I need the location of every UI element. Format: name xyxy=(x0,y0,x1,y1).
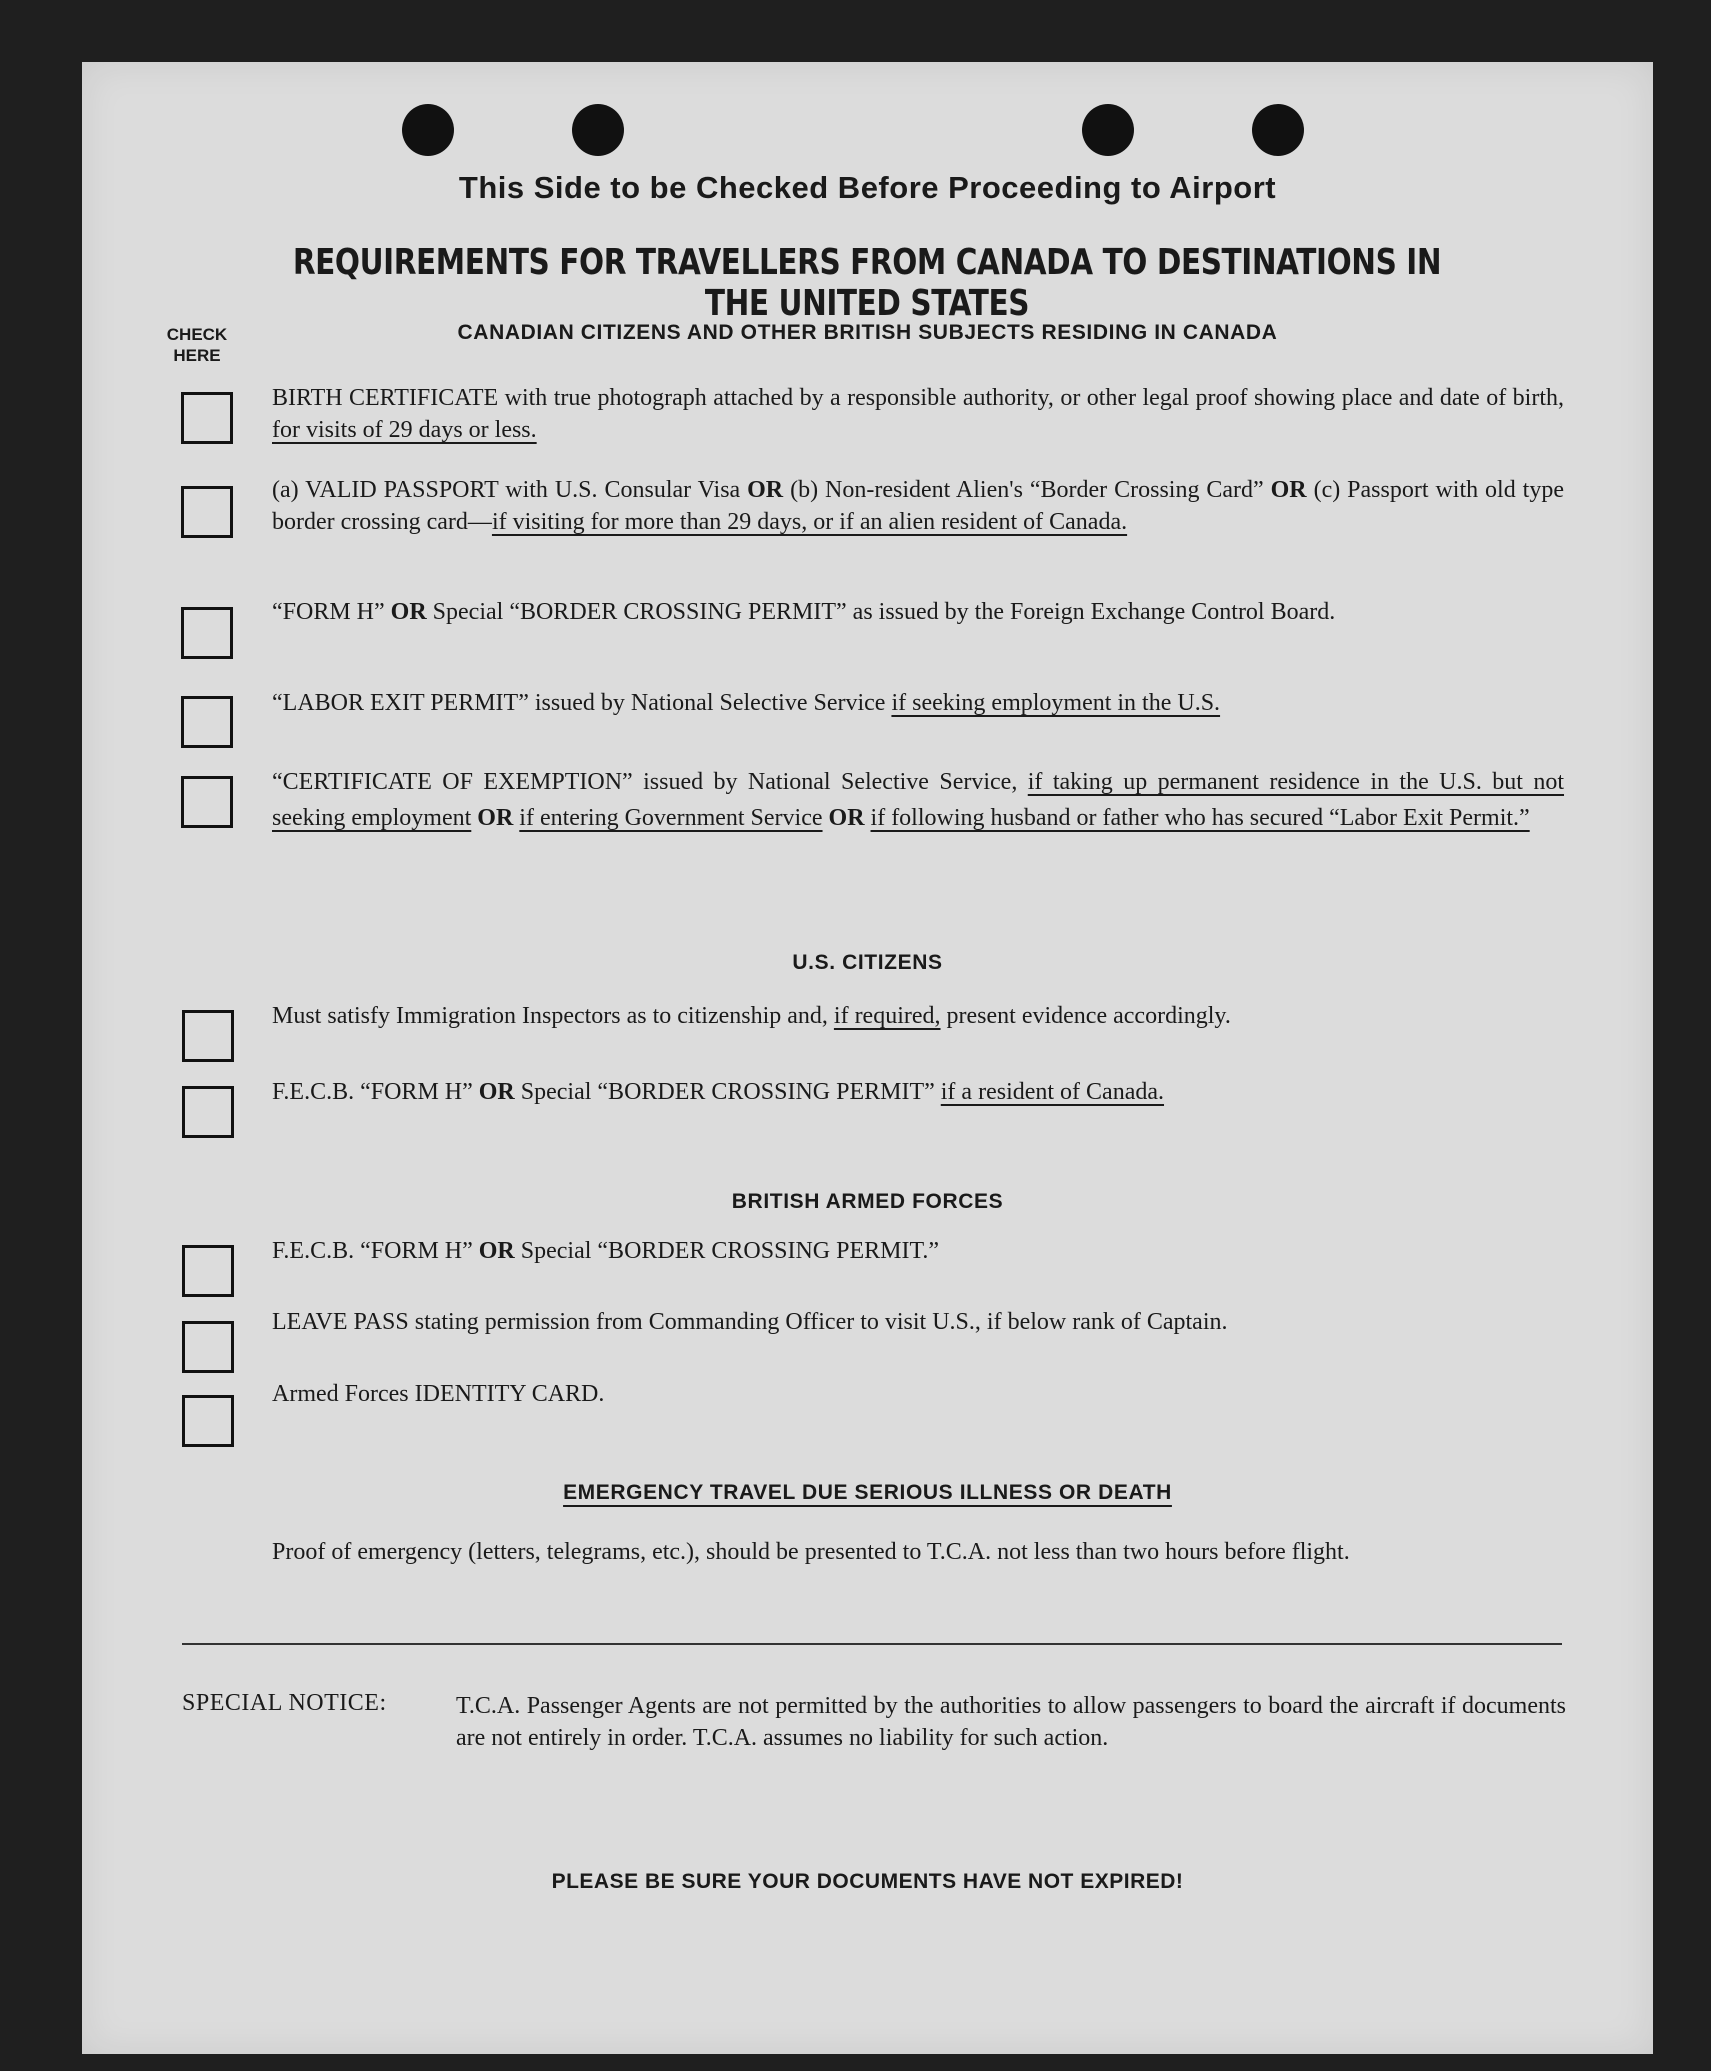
emergency-text: Proof of emergency (letters, telegrams, etc.), should be presented to T.C.A. not less than two hours before flight. xyxy=(272,1539,1350,1565)
requirement-item: LEAVE PASS stating permission from Commanding Officer to visit U.S., if below rank of Captain. xyxy=(272,1309,1228,1335)
main-heading: REQUIREMENTS FOR TRAVELLERS FROM CANADA TO DESTINATIONS IN THE UNITED STATES xyxy=(292,242,1442,324)
punch-hole xyxy=(1082,104,1134,156)
requirement-item: F.E.C.B. “FORM H” OR Special “BORDER CROSSING PERMIT” if a resident of Canada. xyxy=(272,1079,1165,1105)
punch-hole xyxy=(1252,104,1304,156)
requirement-item: Must satisfy Immigration Inspectors as to citizenship and, if required, present evidence accordingly. xyxy=(272,1003,1231,1029)
requirement-item: “CERTIFICATE OF EXEMPTION” issued by National Selective Service, if taking up permanent residence in the U.S. but not seeking employment OR if entering Government Service OR if following husband or father who has secured “Labor Exit Permit.” xyxy=(272,769,1565,831)
checkbox[interactable] xyxy=(181,776,233,828)
checkbox[interactable] xyxy=(181,392,233,444)
checkbox[interactable] xyxy=(181,607,233,659)
checkbox[interactable] xyxy=(182,1395,234,1447)
special-notice-label: SPECIAL NOTICE: xyxy=(182,1690,387,1716)
checkbox[interactable] xyxy=(182,1086,234,1138)
punch-hole xyxy=(572,104,624,156)
section-heading-british: BRITISH ARMED FORCES xyxy=(731,1190,1004,1213)
section-heading-us: U.S. CITIZENS xyxy=(792,951,943,974)
checkbox[interactable] xyxy=(181,696,233,748)
requirement-item: BIRTH CERTIFICATE with true photograph attached by a responsible authority, or other legal proof showing place and date of birth, for visits of 29 days or less. xyxy=(272,385,1564,443)
page-title: This Side to be Checked Before Proceeding to Airport xyxy=(458,170,1277,205)
divider xyxy=(182,1643,1562,1645)
special-notice-text: T.C.A. Passenger Agents are not permitted by the authorities to allow passengers to board the aircraft if documents are not entirely in order. T.C.A. assumes no liability for such action. xyxy=(456,1693,1566,1751)
document-page xyxy=(82,62,1653,2054)
checkbox[interactable] xyxy=(182,1321,234,1373)
checkbox[interactable] xyxy=(182,1010,234,1062)
section-heading-canadian: CANADIAN CITIZENS AND OTHER BRITISH SUBJECTS RESIDING IN CANADA xyxy=(457,321,1278,344)
requirement-item: (a) VALID PASSPORT with U.S. Consular Visa OR (b) Non-resident Alien's “Border Crossing Card” OR (c) Passport with old type border crossing card—if visiting for more than 29 days, or if an alien resident of Canada. xyxy=(272,477,1564,535)
checkbox[interactable] xyxy=(181,486,233,538)
checkbox[interactable] xyxy=(182,1245,234,1297)
check-here-label: CHECK HERE xyxy=(166,325,228,365)
footer-warning: PLEASE BE SURE YOUR DOCUMENTS HAVE NOT EXPIRED! xyxy=(551,1870,1184,1893)
punch-hole xyxy=(402,104,454,156)
section-heading-emergency: EMERGENCY TRAVEL DUE SERIOUS ILLNESS OR DEATH xyxy=(563,1481,1172,1504)
requirement-item: F.E.C.B. “FORM H” OR Special “BORDER CROSSING PERMIT.” xyxy=(272,1238,939,1264)
requirement-item: Armed Forces IDENTITY CARD. xyxy=(272,1381,605,1407)
requirement-item: “LABOR EXIT PERMIT” issued by National Selective Service if seeking employment in the U.S. xyxy=(272,690,1221,716)
requirement-item: “FORM H” OR Special “BORDER CROSSING PERMIT” as issued by the Foreign Exchange Control Board. xyxy=(272,599,1336,625)
